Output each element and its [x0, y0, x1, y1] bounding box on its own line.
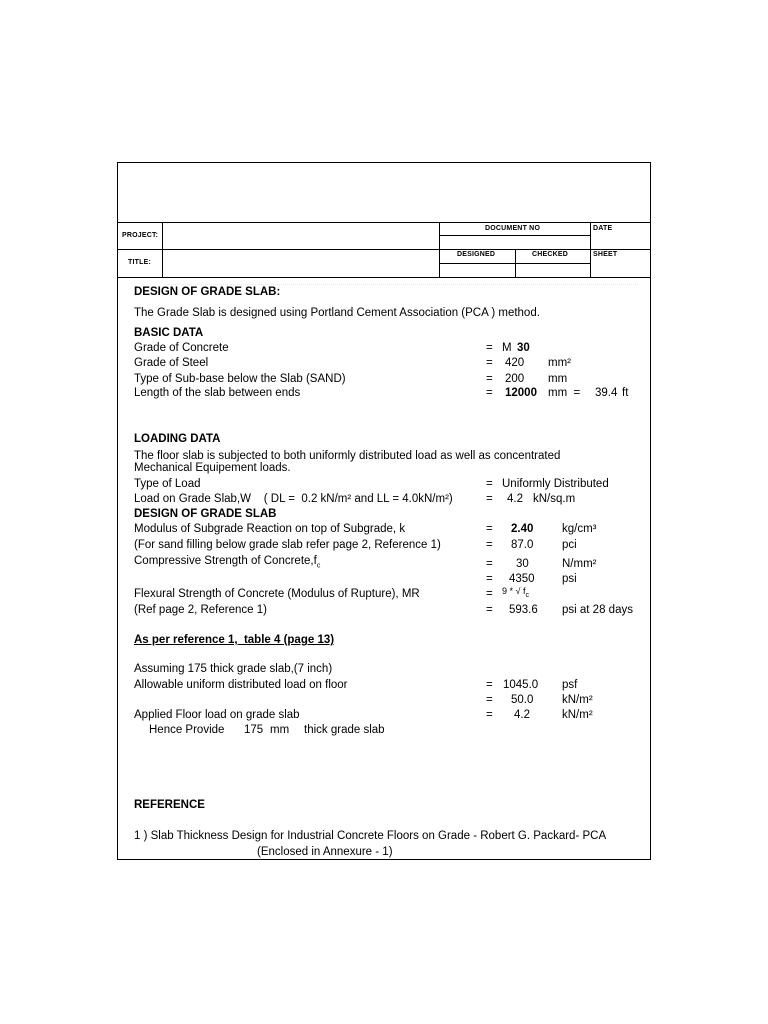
compressive-strength-psi-unit: psi — [562, 573, 577, 585]
subbase-label: Type of Sub-base below the Slab (SAND) — [134, 373, 346, 385]
slab-length-value: 12000 — [505, 387, 537, 399]
equals-sign: = — [486, 588, 493, 600]
steel-grade-label: Grade of Steel — [134, 357, 209, 369]
slab-length-label: Length of the slab between ends — [134, 387, 301, 399]
rupture-modulus-value: 593.6 — [509, 604, 538, 616]
flexural-formula-text: 9 * √ f — [502, 586, 526, 596]
equals-sign: = — [486, 478, 493, 490]
compressive-subscript: c — [316, 562, 321, 570]
flexural-formula — [502, 586, 529, 599]
concrete-grade-prefix: M — [502, 342, 512, 354]
compressive-strength-unit: N/mm² — [562, 558, 597, 570]
provide-thickness-value: 175 — [244, 724, 264, 736]
concrete-grade-value: 30 — [517, 342, 530, 354]
allowable-load-kn-value: 50.0 — [511, 694, 534, 706]
allowable-load-label: Allowable uniform distributed load on floor — [134, 679, 348, 691]
equals-sign: = — [486, 523, 493, 535]
provide-suffix: thick grade slab — [304, 724, 385, 736]
equals-sign: = — [486, 694, 493, 706]
flexural-subscript: c — [525, 591, 529, 599]
slab-length-unit: mm = — [548, 387, 581, 399]
subgrade-modulus-label: Modulus of Subgrade Reaction on top of Subgrade, k — [134, 523, 406, 535]
designed-label: DESIGNED — [457, 251, 496, 258]
reference-item-1: 1 ) Slab Thickness Design for Industrial Concrete Floors on Grade - Robert G. Packard- PCA — [134, 830, 607, 842]
reference-heading: REFERENCE — [134, 799, 205, 811]
equals-sign: = — [486, 709, 493, 721]
slab-length-ft-value: 39.4 — [595, 387, 618, 399]
equals-sign: = — [486, 573, 493, 585]
sand-filling-note: (For sand filling below grade slab refer page 2, Reference 1) — [134, 539, 441, 551]
ref-page-label: (Ref page 2, Reference 1) — [134, 604, 267, 616]
equals-sign: = — [486, 373, 493, 385]
load-type-label: Type of Load — [134, 478, 201, 490]
compressive-strength-psi-value: 4350 — [509, 573, 535, 585]
equals-sign: = — [486, 679, 493, 691]
reference-table-heading: As per reference 1, table 4 (page 13) — [134, 634, 335, 646]
header-mid-line — [118, 249, 651, 250]
applied-load-value: 4.2 — [514, 709, 530, 721]
header-top-line — [118, 222, 651, 223]
subgrade-modulus-unit: kg/cm³ — [562, 523, 597, 535]
flexural-strength-label: Flexural Strength of Concrete (Modulus of Rupture), MR — [134, 588, 420, 600]
label-column-divider — [162, 222, 163, 277]
docno-field-line — [439, 235, 590, 236]
steel-grade-value: 420 — [505, 357, 525, 369]
concrete-grade-label: Grade of Concrete — [134, 342, 229, 354]
subbase-unit: mm — [548, 373, 568, 385]
load-type-value: Uniformly Distributed — [502, 478, 609, 490]
page-title: DESIGN OF GRADE SLAB: — [134, 286, 281, 298]
assumption-text: Assuming 175 thick grade slab,(7 inch) — [134, 663, 333, 675]
equals-sign: = — [486, 604, 493, 616]
equals-sign: = — [486, 387, 493, 399]
compressive-strength-text: Compressive Strength of Concrete,f — [134, 555, 317, 567]
intro-text: The Grade Slab is designed using Portland Cement Association (PCA ) method. — [134, 307, 540, 319]
sand-filling-unit: pci — [562, 539, 577, 551]
equals-sign: = — [486, 493, 493, 505]
rupture-modulus-unit: psi at 28 days — [562, 604, 633, 616]
compressive-strength-value: 30 — [516, 558, 529, 570]
designed-checked-divider — [515, 249, 516, 277]
load-on-slab-unit: kN/sq.m — [533, 493, 576, 505]
allowable-load-kn-unit: kN/m² — [562, 694, 593, 706]
loading-desc-line1: The floor slab is subjected to both uniformly distributed load as well as concentrated — [134, 450, 561, 462]
applied-load-label: Applied Floor load on grade slab — [134, 709, 300, 721]
subgrade-modulus-value: 2.40 — [511, 523, 534, 535]
subbase-value: 200 — [505, 373, 525, 385]
field-column-divider — [439, 222, 440, 277]
steel-grade-unit: mm² — [548, 357, 571, 369]
loading-desc-line2: Mechanical Equipement loads. — [134, 462, 291, 474]
reference-item-1-note: (Enclosed in Annexure - 1) — [257, 846, 393, 858]
allowable-load-value: 1045.0 — [503, 679, 539, 691]
load-on-slab-label: Load on Grade Slab,W ( DL = 0.2 kN/m² and LL = 4.0kN/m²) — [134, 493, 453, 505]
checked-label: CHECKED — [532, 251, 569, 258]
date-sheet-divider — [590, 222, 591, 277]
applied-load-unit: kN/m² — [562, 709, 593, 721]
calculation-sheet — [117, 162, 651, 860]
load-on-slab-value: 4.2 — [507, 493, 523, 505]
document-no-label: DOCUMENT NO — [485, 225, 541, 232]
design-heading: DESIGN OF GRADE SLAB — [134, 508, 277, 520]
slab-length-ft-unit: ft — [622, 387, 629, 399]
project-label: PROJECT: — [122, 232, 159, 239]
basic-data-heading: BASIC DATA — [134, 327, 204, 339]
provide-thickness-unit: mm — [270, 724, 290, 736]
equals-sign: = — [486, 539, 493, 551]
provide-prefix: Hence Provide — [149, 724, 225, 736]
date-label: DATE — [593, 225, 613, 232]
equals-sign: = — [486, 342, 493, 354]
compressive-strength-label — [134, 555, 320, 569]
dotted-guide — [168, 284, 638, 285]
loading-data-heading: LOADING DATA — [134, 433, 221, 445]
equals-sign: = — [486, 558, 493, 570]
sand-filling-value: 87.0 — [511, 539, 534, 551]
title-label: TITLE: — [128, 259, 151, 266]
sheet-label: SHEET — [593, 251, 618, 258]
allowable-load-unit: psf — [562, 679, 578, 691]
equals-sign: = — [486, 357, 493, 369]
header-bottom-line — [118, 277, 651, 278]
